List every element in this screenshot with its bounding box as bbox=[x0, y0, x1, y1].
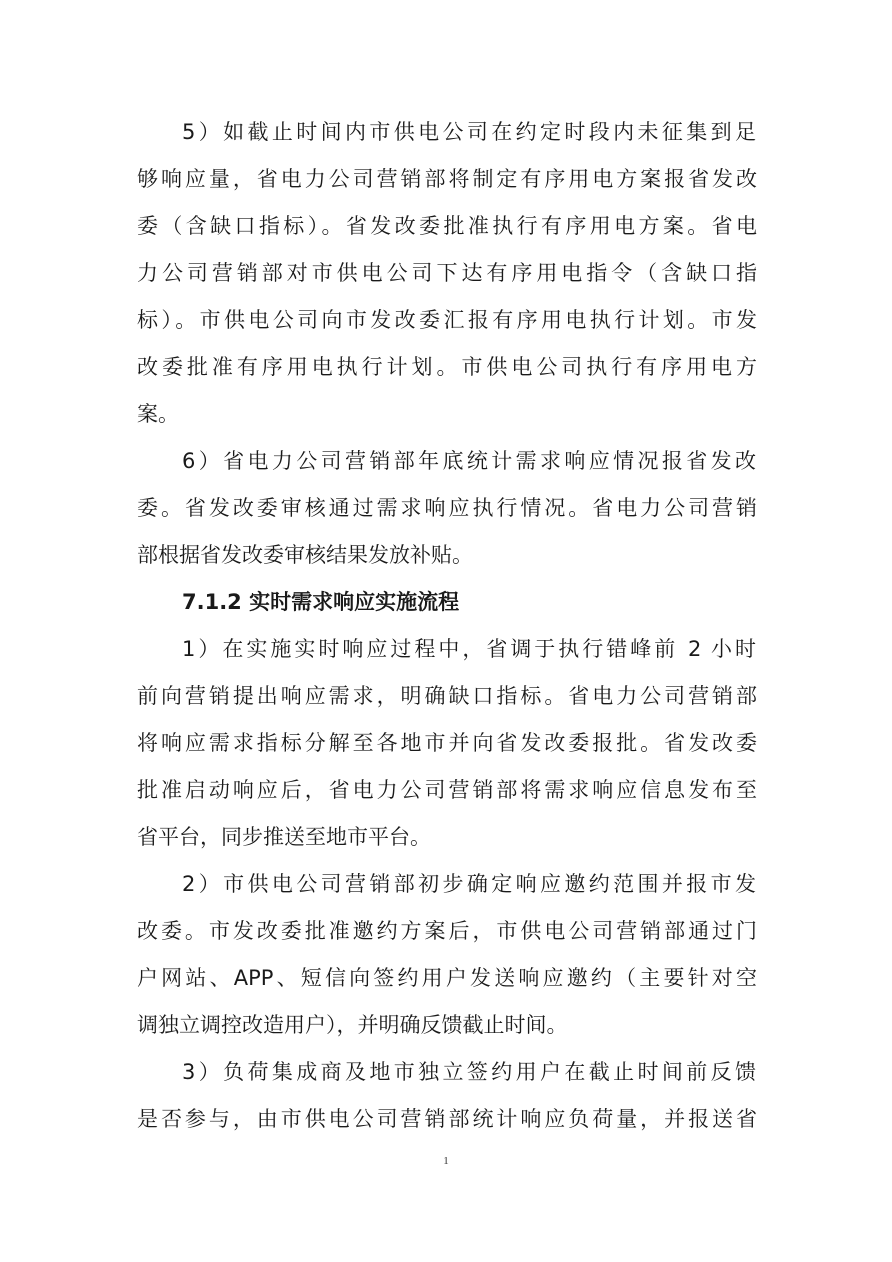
page-number: 1 bbox=[443, 1155, 449, 1167]
section-paragraph-2-line-3: 户网站、APP、短信向签约用户发送响应邀约（主要针对空 bbox=[137, 966, 757, 990]
paragraph-5-line-7: 案。 bbox=[137, 402, 179, 426]
paragraph-6-line-2: 委。省发改委审核通过需求响应执行情况。省电力公司营销 bbox=[137, 496, 757, 520]
section-paragraph-1-line-1: 1）在实施实时响应过程中，省调于执行错峰前 2 小时 bbox=[182, 637, 756, 661]
paragraph-6-line-1: 6）省电力公司营销部年底统计需求响应情况报省发改 bbox=[182, 449, 756, 473]
section-paragraph-2-line-4: 调独立调控改造用户），并明确反馈截止时间。 bbox=[137, 1013, 568, 1037]
paragraph-6-line-3: 部根据省发改委审核结果发放补贴。 bbox=[137, 543, 473, 567]
section-paragraph-1-line-3: 将响应需求指标分解至各地市并向省发改委报批。省发改委 bbox=[137, 731, 757, 755]
paragraph-5-line-6: 改委批准有序用电执行计划。市供电公司执行有序用电方 bbox=[137, 355, 757, 379]
paragraph-5-line-1: 5）如截止时间内市供电公司在约定时段内未征集到足 bbox=[182, 120, 756, 144]
section-paragraph-1-line-2: 前向营销提出响应需求，明确缺口指标。省电力公司营销部 bbox=[137, 684, 757, 708]
paragraph-5-line-3: 委（含缺口指标）。省发改委批准执行有序用电方案。省电 bbox=[137, 214, 757, 238]
section-paragraph-1-line-5: 省平台，同步推送至地市平台。 bbox=[137, 825, 431, 849]
section-paragraph-2-line-1: 2）市供电公司营销部初步确定响应邀约范围并报市发 bbox=[182, 872, 756, 896]
section-heading: 7.1.2 实时需求响应实施流程 bbox=[182, 590, 460, 614]
section-paragraph-2-line-2: 改委。市发改委批准邀约方案后，市供电公司营销部通过门 bbox=[137, 919, 757, 943]
paragraph-5-line-5: 标）。市供电公司向市发改委汇报有序用电执行计划。市发 bbox=[137, 308, 757, 332]
paragraph-5-line-4: 力公司营销部对市供电公司下达有序用电指令（含缺口指 bbox=[137, 261, 757, 285]
section-paragraph-1-line-4: 批准启动响应后，省电力公司营销部将需求响应信息发布至 bbox=[137, 778, 757, 802]
section-paragraph-3-line-2: 是否参与，由市供电公司营销部统计响应负荷量，并报送省 bbox=[137, 1107, 757, 1131]
section-paragraph-3-line-1: 3）负荷集成商及地市独立签约用户在截止时间前反馈 bbox=[182, 1060, 756, 1084]
paragraph-5-line-2: 够响应量，省电力公司营销部将制定有序用电方案报省发改 bbox=[137, 167, 757, 191]
